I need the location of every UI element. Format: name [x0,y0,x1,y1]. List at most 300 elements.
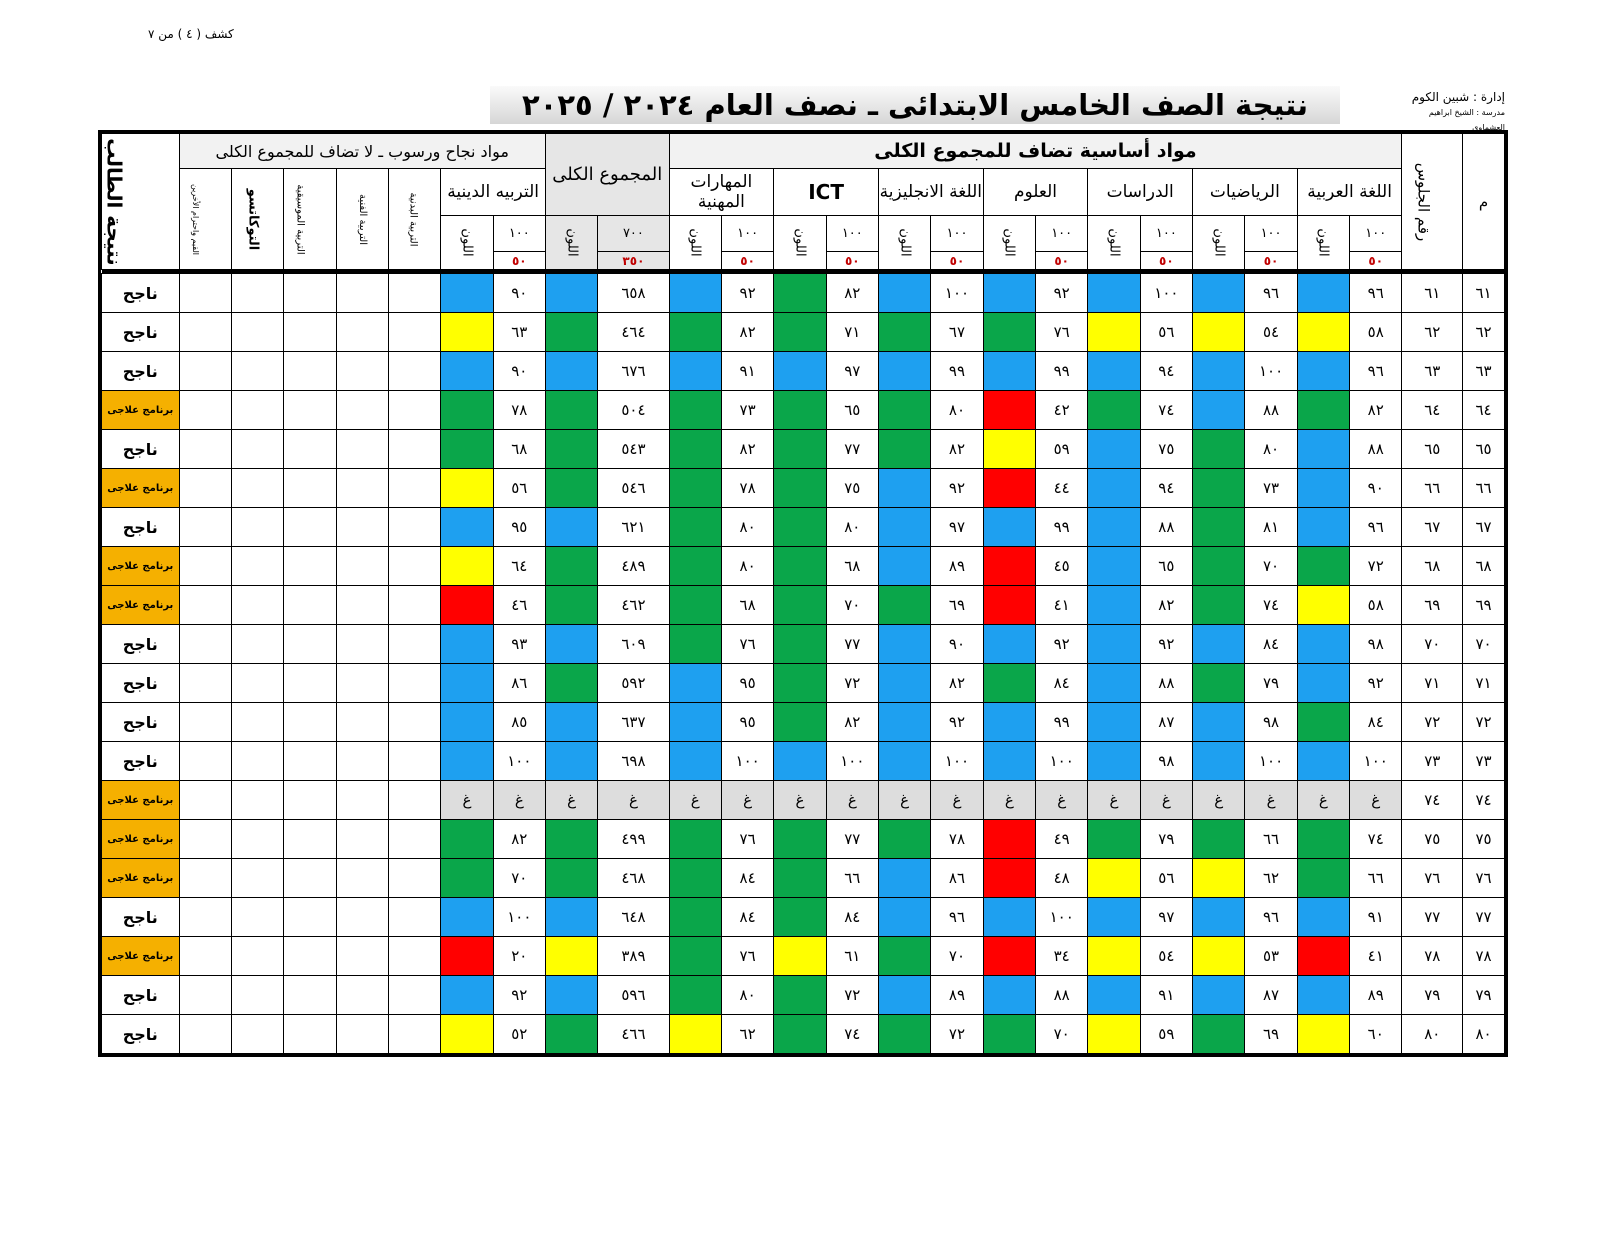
pass-subject-cell [336,781,388,820]
total-score: غ [598,781,669,820]
min-score: ٥٠ [1350,252,1402,270]
score-color [1297,469,1349,508]
pass-subject-cell [231,976,283,1015]
subject-score: ٨٠ [1245,430,1297,469]
student-result: برنامج علاجى [102,469,180,508]
score-color [878,430,930,469]
table-row [102,664,1505,703]
score-color [1088,976,1140,1015]
subject-score: ١٠٠ [931,274,983,313]
score-color [983,820,1035,859]
subject-score: ٦٠ [1350,1015,1402,1054]
score-color [1297,508,1349,547]
subject-score: ١٠٠ [1245,352,1297,391]
color-header: اللون [774,216,826,270]
subject-score: ١٠٠ [931,742,983,781]
score-color [878,820,930,859]
score-color [1088,742,1140,781]
seat-number: ٧٤ [1402,781,1463,820]
pass-subject-cell [284,625,336,664]
pass-subject-cell [231,352,283,391]
subject-score: ٩٩ [1036,703,1088,742]
total-score: ٤٦٦ [598,1015,669,1054]
subject-science: العلوم [983,169,1088,216]
score-color [1193,274,1245,313]
religion-score: ١٠٠ [493,742,545,781]
subject-art: التربية الفنية [336,169,388,270]
table-row [102,547,1505,586]
total-score: ٤٦٢ [598,586,669,625]
total-score: ٤٩٩ [598,820,669,859]
row-number: ٧٤ [1463,781,1505,820]
table-row [102,430,1505,469]
subject-score: ٧٢ [826,976,878,1015]
pass-subject-cell [336,625,388,664]
subject-score: ٦٧ [931,313,983,352]
pass-subject-cell [179,664,231,703]
subject-score: ١٠٠ [1140,274,1192,313]
religion-color [441,274,493,313]
subject-score: غ [1036,781,1088,820]
score-color [774,742,826,781]
subject-vocational: المهارات المهنية [669,169,774,216]
subject-score: ٧٥ [1140,430,1192,469]
seat-number: ٧٠ [1402,625,1463,664]
subject-score: ٤٥ [1036,547,1088,586]
religion-color [441,664,493,703]
pass-subject-cell [231,313,283,352]
score-color [1088,430,1140,469]
pass-subject-cell [179,820,231,859]
subject-score: ٧٦ [721,820,773,859]
score-color [878,274,930,313]
subject-score: ١٠٠ [721,742,773,781]
subject-studies: الدراسات [1088,169,1193,216]
pass-subject-cell [179,352,231,391]
subject-score: غ [826,781,878,820]
pass-subject-cell [336,820,388,859]
student-result: ناجح [102,430,180,469]
pass-subject-cell [231,430,283,469]
subject-score: ٧٤ [1245,586,1297,625]
subject-score: ٩٥ [721,664,773,703]
student-result: ناجح [102,742,180,781]
subject-score: ٨٠ [721,976,773,1015]
score-color [1088,703,1140,742]
total-score: ٥٩٢ [598,664,669,703]
score-color [983,352,1035,391]
score-color [1088,664,1140,703]
subject-score: ٦٨ [721,586,773,625]
student-result: ناجح [102,1015,180,1054]
pass-subject-cell [231,742,283,781]
score-color [669,508,721,547]
core-group-header: مواد أساسية تضاف للمجموع الكلى [669,134,1402,169]
pass-subject-cell [336,430,388,469]
score-color [1297,586,1349,625]
religion-score: ٩٥ [493,508,545,547]
religion-color [441,859,493,898]
pass-subject-cell [336,703,388,742]
pass-subject-cell [388,703,440,742]
min-score: ٥٠ [1140,252,1192,270]
score-color [669,703,721,742]
religion-score: ٨٢ [493,820,545,859]
religion-score: ٧٨ [493,391,545,430]
student-result: برنامج علاجى [102,547,180,586]
pass-subject-cell [231,469,283,508]
total-score: ٥٩٦ [598,976,669,1015]
pass-subject-cell [336,859,388,898]
subject-score: ٩٢ [1036,625,1088,664]
pass-subject-cell [179,937,231,976]
total-score: ٦٢١ [598,508,669,547]
score-color [983,547,1035,586]
row-number: ٦٣ [1463,352,1505,391]
subject-score: ٩٢ [931,703,983,742]
table-row [102,313,1505,352]
subject-tokkatsu: التوكاتسو [231,169,283,270]
table-row [102,703,1505,742]
pass-subject-cell [179,274,231,313]
pass-subject-cell [179,742,231,781]
subject-score: ٨٢ [1350,391,1402,430]
score-color [878,391,930,430]
pass-subject-cell [179,625,231,664]
color-header: اللون [983,216,1035,270]
total-color [545,859,597,898]
religion-color [441,391,493,430]
table-row [102,820,1505,859]
student-result: ناجح [102,625,180,664]
pass-subject-cell [284,820,336,859]
pass-subject-cell [179,781,231,820]
score-color [983,508,1035,547]
religion-score: ٦٨ [493,430,545,469]
row-number: ٦١ [1463,274,1505,313]
subject-score: غ [721,781,773,820]
religion-color [441,508,493,547]
pass-subject-cell [336,508,388,547]
religion-score: ٦٣ [493,313,545,352]
subject-score: ٨٠ [931,391,983,430]
score-color [1297,547,1349,586]
pass-subject-cell [284,1015,336,1054]
subject-score: ٧٨ [721,469,773,508]
total-color [545,469,597,508]
pass-subject-cell [336,469,388,508]
subject-score: ٦٢ [1245,859,1297,898]
total-color [545,898,597,937]
subject-score: ٨٠ [826,508,878,547]
score-color: غ [1193,781,1245,820]
subject-score: ٩٩ [1036,508,1088,547]
row-number: ٦٨ [1463,547,1505,586]
pass-subject-cell [179,547,231,586]
table-row [102,352,1505,391]
subject-score: ٤٢ [1036,391,1088,430]
pass-subject-cell [231,820,283,859]
subject-score: ٧٤ [1140,391,1192,430]
subject-score: ٩٩ [1036,352,1088,391]
student-result: برنامج علاجى [102,937,180,976]
seat-number: ٧٢ [1402,703,1463,742]
score-color [774,391,826,430]
table-row [102,508,1505,547]
row-number: ٦٤ [1463,391,1505,430]
table-row [102,781,1505,820]
score-color [669,859,721,898]
subject-score: ٩٦ [1350,274,1402,313]
pass-subject-cell [336,586,388,625]
pass-subject-cell [388,664,440,703]
subject-score: ٤٤ [1036,469,1088,508]
pass-subject-cell [179,859,231,898]
score-color [983,703,1035,742]
subject-score: ٩٧ [1140,898,1192,937]
pass-subject-cell [284,703,336,742]
score-color [669,469,721,508]
pass-subject-cell [284,664,336,703]
score-color [983,625,1035,664]
max-score: ١٠٠ [721,216,773,252]
student-result: برنامج علاجى [102,859,180,898]
result-header: نتيجة الطالب [102,134,180,270]
pass-subject-cell [284,430,336,469]
subject-score: ٦٨ [826,547,878,586]
score-color [669,391,721,430]
score-color [1297,703,1349,742]
subject-score: ٧٧ [826,820,878,859]
score-color [1193,352,1245,391]
score-color [774,547,826,586]
pass-subject-cell [336,937,388,976]
subject-score: ٨٤ [1036,664,1088,703]
subject-score: ٤٨ [1036,859,1088,898]
total-color [545,352,597,391]
student-result: برنامج علاجى [102,781,180,820]
score-color [1088,391,1140,430]
pass-subject-cell [284,391,336,430]
score-color [1297,391,1349,430]
subject-score: ٥٩ [1036,430,1088,469]
subject-score: ٨٨ [1140,508,1192,547]
subject-score: ١٠٠ [1036,898,1088,937]
score-color [1193,664,1245,703]
score-color [1297,976,1349,1015]
table-row [102,976,1505,1015]
religion-color [441,352,493,391]
subject-music: التربية الموسيقية [284,169,336,270]
subject-score: ٨٧ [1245,976,1297,1015]
subject-score: غ [1245,781,1297,820]
pass-subject-cell [179,1015,231,1054]
subject-score: ٩١ [1140,976,1192,1015]
pass-subject-cell [388,742,440,781]
subject-score: ٩٦ [931,898,983,937]
subject-score: ٨٢ [721,430,773,469]
pass-subject-cell [231,274,283,313]
total-score: ٦٤٨ [598,898,669,937]
religion-color [441,430,493,469]
subject-score: ٤٩ [1036,820,1088,859]
score-color [669,664,721,703]
subject-score: ٧٠ [826,586,878,625]
religion-score: ٩٣ [493,625,545,664]
pass-subject-cell [231,547,283,586]
total-color [545,1015,597,1054]
pass-subject-cell [284,586,336,625]
subject-score: ٨٢ [1140,586,1192,625]
score-color [774,508,826,547]
score-color [878,508,930,547]
subject-english: اللغة الانجليزية [878,169,983,216]
score-color [1193,859,1245,898]
subject-score: ٩٤ [1140,352,1192,391]
score-color [669,898,721,937]
max-score: ١٠٠ [1140,216,1192,252]
color-header: اللون [545,216,597,270]
subject-score: ٧٣ [721,391,773,430]
pass-subject-cell [336,313,388,352]
score-color [1088,820,1140,859]
pass-subject-cell [336,976,388,1015]
score-color: غ [878,781,930,820]
score-color [878,898,930,937]
subject-score: ٨٢ [931,664,983,703]
total-color [545,976,597,1015]
pass-subject-cell [388,313,440,352]
results-table [101,133,1505,1054]
subject-score: ٧٦ [721,937,773,976]
color-header: اللون [1088,216,1140,270]
subject-score: ٩٢ [1350,664,1402,703]
pass-subject-cell [388,625,440,664]
subject-score: ٦٦ [1245,820,1297,859]
total-color [545,547,597,586]
subject-score: ٧٠ [1245,547,1297,586]
table-row [102,742,1505,781]
color-header: اللون [669,216,721,270]
pass-subject-cell [231,1015,283,1054]
table-row [102,586,1505,625]
pass-subject-cell [336,352,388,391]
score-color [669,1015,721,1054]
subject-score: ٨٤ [721,898,773,937]
row-number: ٧٨ [1463,937,1505,976]
subject-score: ٧٧ [826,625,878,664]
subject-score: ٨٠ [721,508,773,547]
pass-subject-cell [388,508,440,547]
min-score: ٥٠ [1245,252,1297,270]
score-color [669,313,721,352]
subject-score: ٩٨ [1350,625,1402,664]
score-color [878,586,930,625]
student-result: برنامج علاجى [102,586,180,625]
total-score: ٦٥٨ [598,274,669,313]
seat-number: ٦٥ [1402,430,1463,469]
subject-score: ٥٨ [1350,313,1402,352]
score-color [878,937,930,976]
subject-score: ٦٦ [826,859,878,898]
score-color [1088,352,1140,391]
pass-subject-cell [388,547,440,586]
score-color [1297,664,1349,703]
color-header: اللون [1193,216,1245,270]
score-color [983,664,1035,703]
subject-score: ٨٠ [721,547,773,586]
table-row [102,937,1505,976]
pass-subject-cell [388,820,440,859]
total-color [545,508,597,547]
score-color [1193,976,1245,1015]
score-color [774,1015,826,1054]
score-color [669,976,721,1015]
table-row [102,625,1505,664]
pass-subject-cell [336,898,388,937]
subject-score: ٩١ [721,352,773,391]
total-color [545,625,597,664]
row-number: ٧٦ [1463,859,1505,898]
religion-score: ٤٦ [493,586,545,625]
religion-color [441,313,493,352]
score-color [983,586,1035,625]
pass-subject-cell [179,508,231,547]
subject-values: القيم واحترام الأخرين [179,169,231,270]
subject-score: ٥٣ [1245,937,1297,976]
subject-score: غ [1350,781,1402,820]
total-color [545,937,597,976]
religion-score: غ [493,781,545,820]
table-row [102,391,1505,430]
table-row [102,469,1505,508]
subject-score: ٩٢ [1036,274,1088,313]
score-color [878,352,930,391]
pass-subject-cell [336,274,388,313]
subject-score: ٧٧ [826,430,878,469]
score-color [1088,586,1140,625]
religion-color [441,937,493,976]
subject-score: ٩٢ [721,274,773,313]
subject-score: ٩٧ [931,508,983,547]
subject-score: ٧٦ [721,625,773,664]
min-score: ٥٠ [826,252,878,270]
score-color [983,742,1035,781]
subject-score: ٧٦ [1036,313,1088,352]
subject-score: ١٠٠ [1036,742,1088,781]
subject-score: ٥٩ [1140,1015,1192,1054]
religion-score: ٧٠ [493,859,545,898]
total-color [545,391,597,430]
student-result: ناجح [102,703,180,742]
subject-score: ٤١ [1036,586,1088,625]
subject-score: ٩٠ [931,625,983,664]
pass-subject-cell [179,430,231,469]
subject-score: ٧٢ [1350,547,1402,586]
seat-number: ٧٥ [1402,820,1463,859]
pass-subject-cell [284,937,336,976]
score-color [878,976,930,1015]
subject-score: ١٠٠ [1350,742,1402,781]
total-score: ٦٠٩ [598,625,669,664]
subject-ict: ICT [774,169,879,216]
score-color [774,898,826,937]
total-color [545,274,597,313]
total-color [545,742,597,781]
score-color [669,742,721,781]
seat-number: ٦٧ [1402,508,1463,547]
seat-number: ٧٣ [1402,742,1463,781]
